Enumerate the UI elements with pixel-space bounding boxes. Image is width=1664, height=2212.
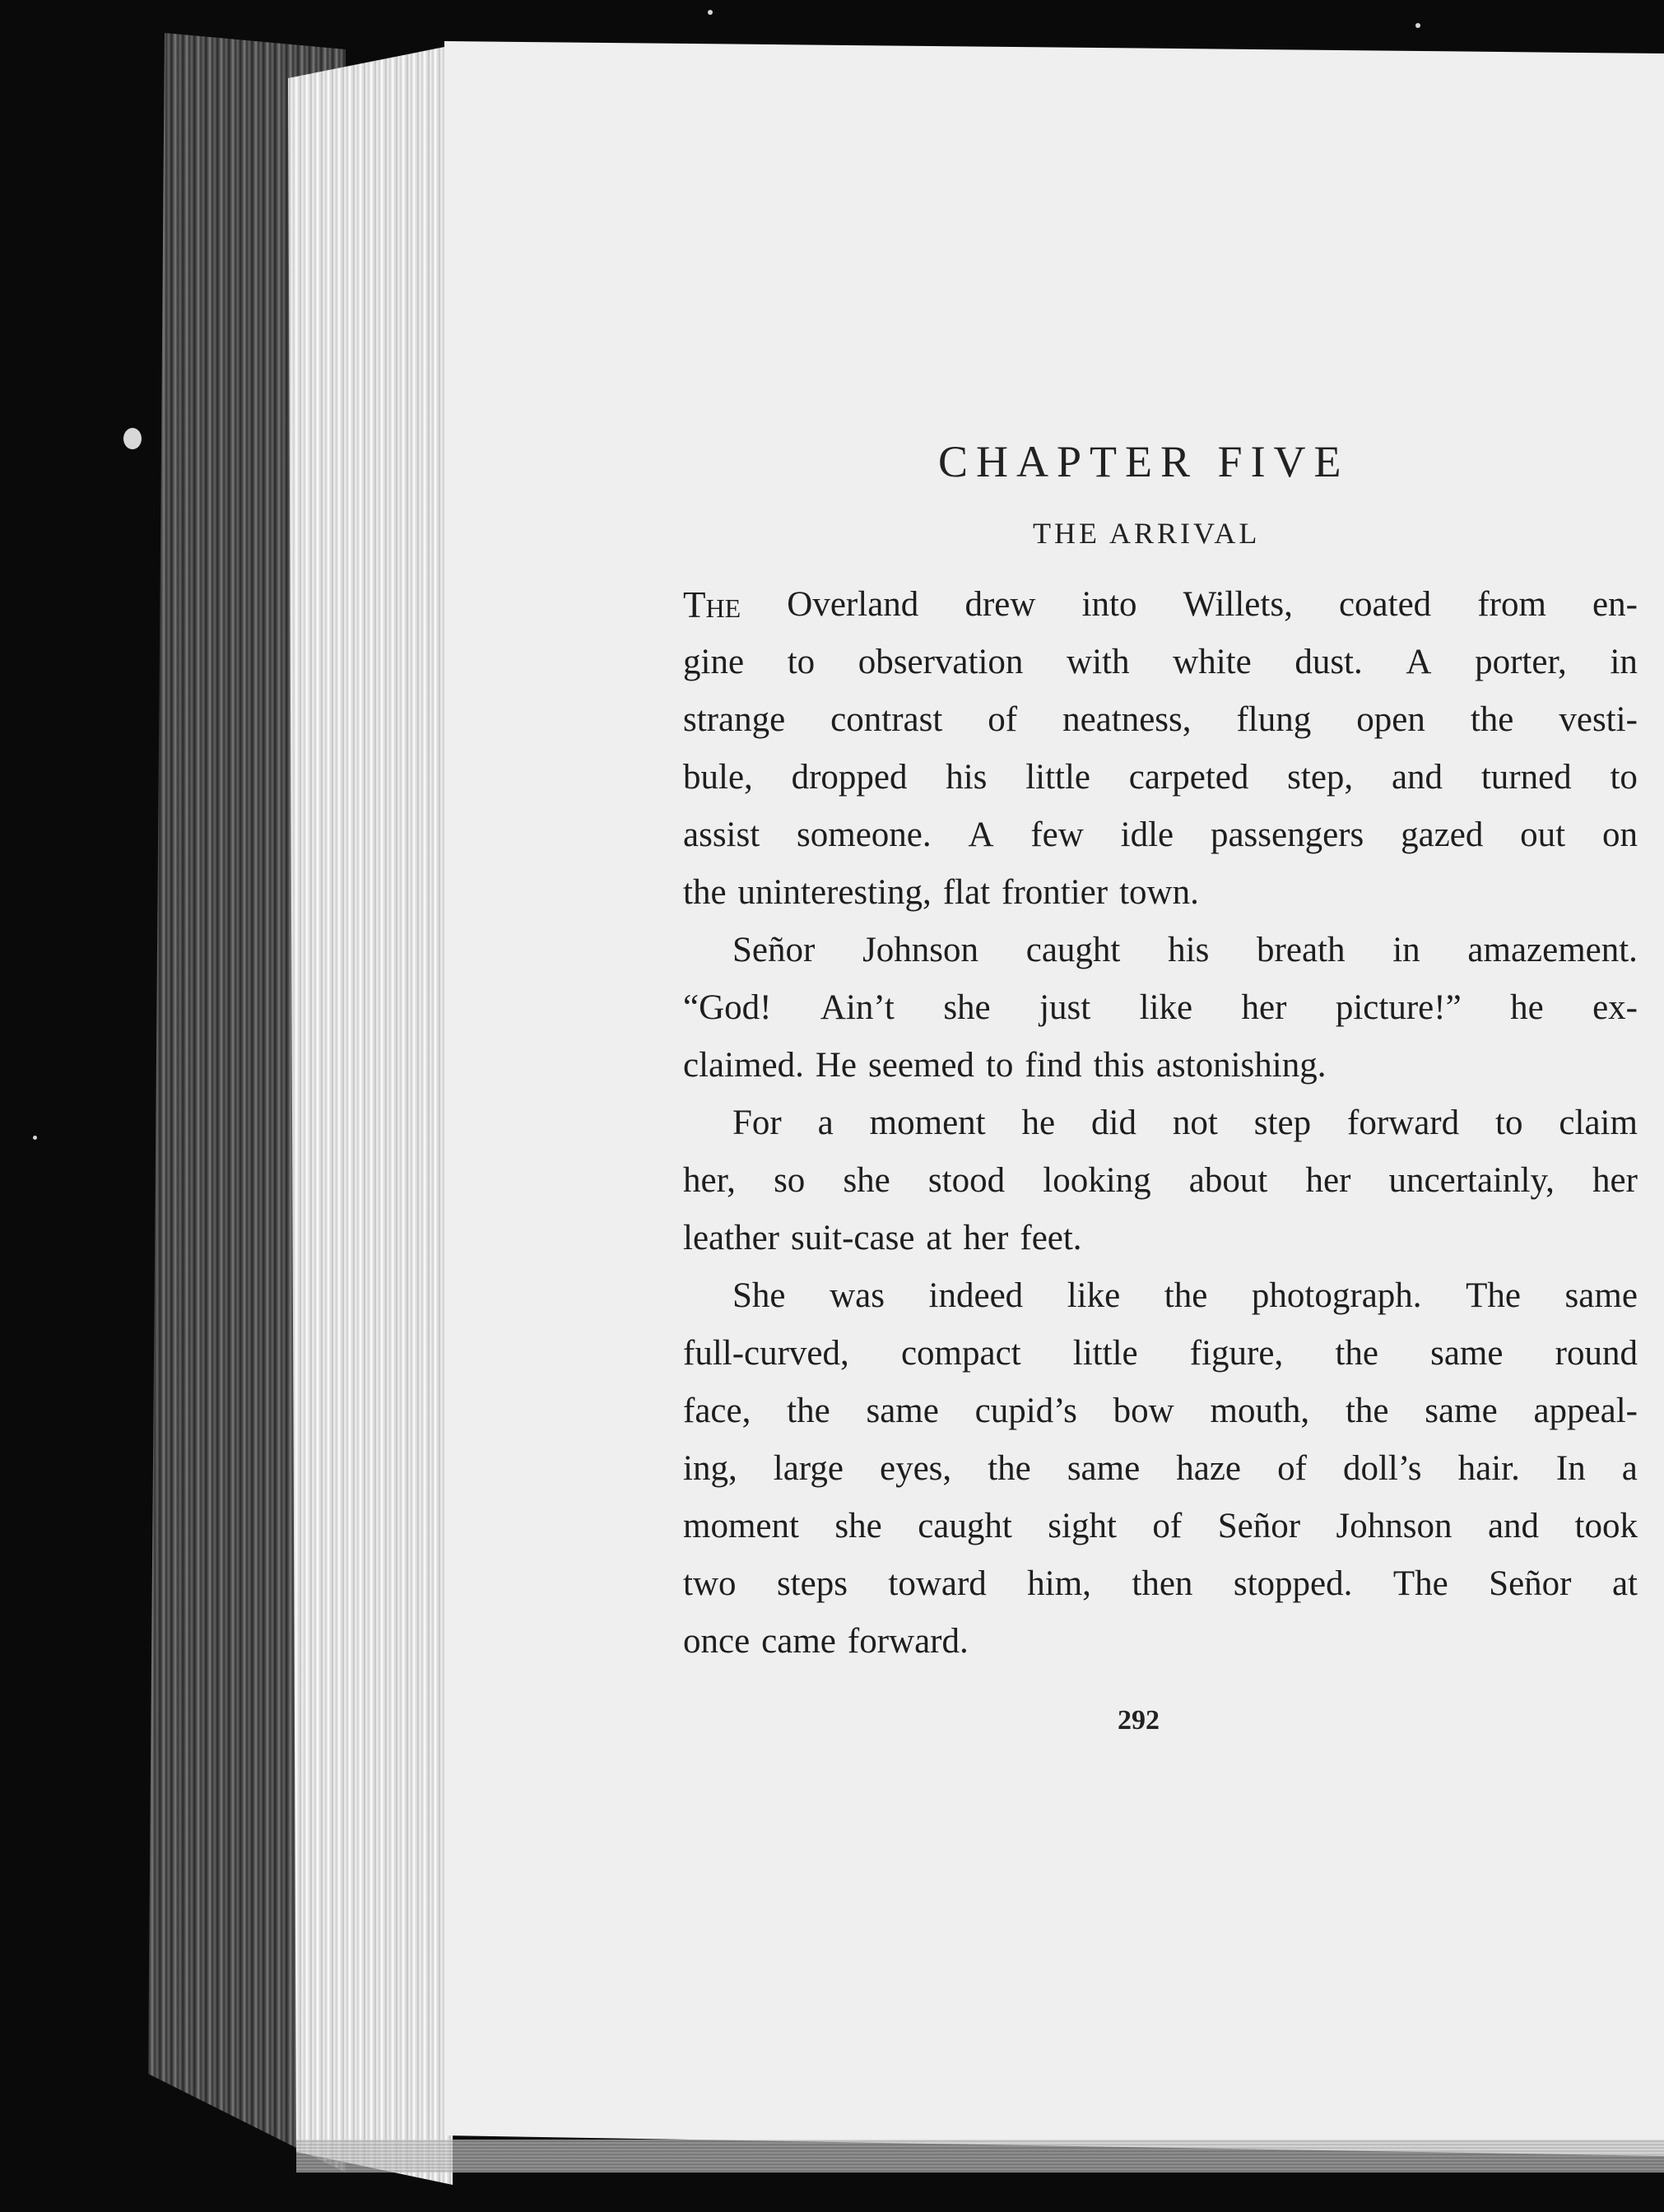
word: cupid’s [974,1392,1077,1430]
word: open [1356,700,1425,739]
word: moment [683,1507,799,1545]
word: suit-case [790,1219,915,1257]
text-line [683,749,1638,806]
word: amazement. [1467,931,1638,969]
word: at [1611,1564,1638,1603]
word: dropped [791,758,908,797]
word: same [866,1392,939,1430]
word: caught [918,1507,1012,1545]
word: compact [900,1334,1021,1373]
word: moment [869,1104,986,1142]
word: breath [1257,931,1346,969]
word: step [1253,1104,1312,1142]
word: town. [1119,873,1199,912]
word: with [1067,643,1130,681]
word: in [1392,931,1420,969]
word: the [1345,1392,1389,1430]
chapter-subtitle: THE ARRIVAL [1033,517,1261,550]
word: a [1621,1449,1638,1488]
word: she [843,1161,890,1200]
word: leather [683,1219,779,1257]
word: A [968,816,994,854]
page-bottom-edge [296,2140,1664,2172]
word: A [1406,643,1432,681]
word: just [1039,988,1091,1027]
word: photograph. [1251,1276,1422,1315]
word: did [1091,1104,1136,1142]
word: mouth, [1210,1392,1310,1430]
text-line [683,864,1638,922]
word: forward [1347,1104,1460,1142]
word: neatness, [1062,700,1192,739]
text-line [683,1382,1638,1440]
word: dust. [1294,643,1363,681]
word: bule, [683,758,753,797]
word: carpeted [1128,758,1249,797]
text-line [683,806,1638,864]
word: stopped. [1233,1564,1353,1603]
word: the [787,1392,830,1430]
word: little [1072,1334,1138,1373]
word: the [683,873,727,912]
word: astonishing. [1155,1046,1327,1085]
word: on [1601,816,1638,854]
word: feet. [1020,1219,1082,1257]
word: uncertainly, [1388,1161,1555,1200]
word: like [1139,988,1193,1027]
text-line [683,634,1638,691]
word: coated [1338,585,1432,624]
word: In [1555,1449,1586,1488]
word: idle [1120,816,1174,854]
word: at [926,1219,952,1257]
word: Señor [732,931,816,969]
word: “God! [683,988,772,1027]
word: of [988,700,1018,739]
word: then [1132,1564,1193,1603]
word: contrast [830,700,943,739]
word: She [732,1276,786,1315]
word: little [1025,758,1091,797]
text-line [683,1210,1638,1267]
word: caught [1025,931,1121,969]
word: Johnson [862,931,979,969]
word: seemed [868,1046,974,1085]
word: uninteresting, [737,873,932,912]
word: of [1277,1449,1307,1488]
word: ex- [1592,988,1638,1027]
text-line [683,1037,1638,1094]
word: toward [888,1564,987,1603]
word: into [1081,585,1137,624]
text-line [683,922,1638,979]
word: he [1021,1104,1056,1142]
word: gine [683,643,745,681]
word: like [1067,1276,1121,1315]
word: her [1305,1161,1351,1200]
word: gazed [1401,816,1484,854]
word: flung [1236,700,1312,739]
word: not [1172,1104,1218,1142]
word: to [1495,1104,1523,1142]
word: frontier [1002,873,1109,912]
word: him, [1027,1564,1091,1603]
word: few [1030,816,1084,854]
word: passengers [1210,816,1364,854]
word: hair. [1457,1449,1520,1488]
word: figure, [1189,1334,1284,1373]
word: indeed [928,1276,1024,1315]
word: a [817,1104,834,1142]
word: Ain’t [820,988,895,1027]
word: Overland [787,585,919,624]
word: to [985,1046,1014,1085]
text-line [683,1498,1638,1555]
word: claim [1559,1104,1638,1142]
word: bow [1113,1392,1174,1430]
word: observation [858,643,1024,681]
word: turned [1480,758,1572,797]
scan-speck [33,1136,37,1140]
word: The [683,584,741,625]
word: doll’s [1342,1449,1422,1488]
word: stood [927,1161,1006,1200]
word: the [1470,700,1514,739]
word: For [732,1104,782,1142]
word: Johnson [1336,1507,1453,1545]
word: appeal- [1533,1392,1638,1430]
text-line [683,1613,1638,1671]
word: once [683,1622,751,1661]
scan-speck [123,428,142,449]
word: eyes, [880,1449,952,1488]
word: en- [1592,585,1638,624]
word: her [1241,988,1287,1027]
word: same [1564,1276,1638,1315]
word: and [1391,758,1443,797]
word: his [946,758,988,797]
word: sight [1048,1507,1117,1545]
text-line [683,1325,1638,1382]
scan-speck [1415,23,1420,28]
word: to [787,643,816,681]
word: of [1152,1507,1183,1545]
word: this [1093,1046,1145,1085]
word: his [1168,931,1210,969]
word: her [1592,1161,1638,1200]
word: he [1510,988,1544,1027]
text-line [683,691,1638,749]
word: the [988,1449,1031,1488]
word: claimed. [683,1046,804,1085]
word: white [1173,643,1252,681]
word: He [815,1046,857,1085]
word: she [943,988,991,1027]
word: took [1574,1507,1638,1545]
body-text [683,576,1638,1671]
word: was [830,1276,885,1315]
text-line [683,576,1638,634]
word: porter, [1475,643,1567,681]
word: steps [776,1564,848,1603]
page-number: 292 [1118,1705,1160,1736]
word: Señor [1217,1507,1301,1545]
page-stack [288,45,453,2185]
word: large [773,1449,844,1488]
word: so [774,1161,806,1200]
word: in [1610,643,1638,681]
text-line [683,1094,1638,1152]
word: drew [964,585,1036,624]
word: came [761,1622,836,1661]
word: looking [1043,1161,1151,1200]
word: same [1430,1334,1504,1373]
word: she [834,1507,882,1545]
word: about [1188,1161,1268,1200]
word: round [1555,1334,1638,1373]
word: strange [683,700,786,739]
text-line [683,1267,1638,1325]
word: Willets, [1183,585,1293,624]
word: same [1425,1392,1498,1430]
word: step, [1287,758,1354,797]
word: same [1067,1449,1141,1488]
word: face, [683,1392,751,1430]
word: Señor [1489,1564,1572,1603]
text-line [683,979,1638,1037]
word: picture!” [1335,988,1462,1027]
word: her, [683,1161,736,1200]
word: the [1164,1276,1208,1315]
word: haze [1176,1449,1242,1488]
word: two [683,1564,737,1603]
word: from [1477,585,1546,624]
word: The [1392,1564,1448,1603]
text-line [683,1440,1638,1498]
word: someone. [797,816,932,854]
word: forward. [847,1622,969,1661]
word: vesti- [1559,700,1638,739]
word: assist [683,816,760,854]
word: her [963,1219,1009,1257]
word: to [1610,758,1638,797]
text-line [683,1555,1638,1613]
chapter-heading: CHAPTER FIVE [938,437,1350,486]
word: and [1487,1507,1540,1545]
word: The [1466,1276,1521,1315]
scan-speck [708,10,713,15]
word: ing, [683,1449,737,1488]
word: full-curved, [683,1334,849,1373]
word: flat [942,873,991,912]
text-line [683,1152,1638,1210]
word: the [1335,1334,1378,1373]
word: out [1520,816,1566,854]
word: find [1025,1046,1082,1085]
